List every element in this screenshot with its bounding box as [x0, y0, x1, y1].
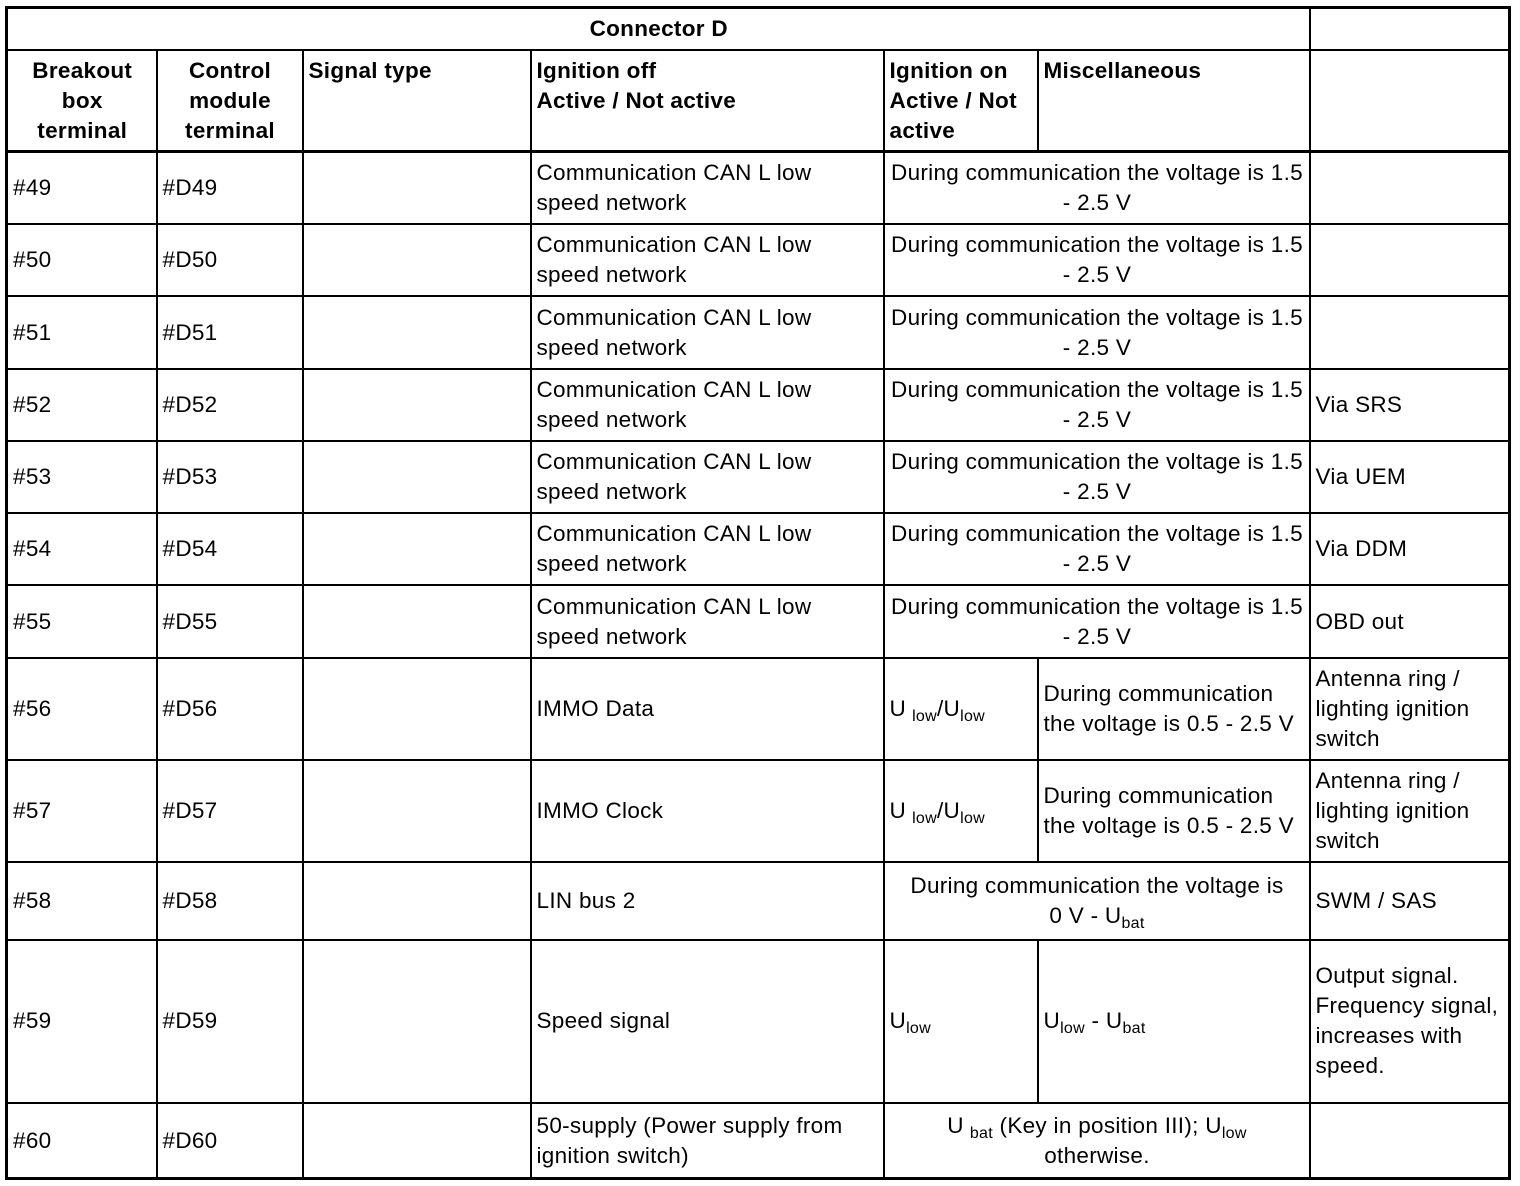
ignition-off-cell: Communication CAN L low speed network: [531, 513, 884, 585]
module-terminal: #D54: [157, 513, 303, 585]
table-row: [7, 940, 1510, 1104]
ignition-on-misc-cell: During communication the voltage is 1.5 - 2.5 V: [884, 513, 1310, 585]
header-ignition-off: Ignition off Active / Not active: [531, 50, 884, 152]
notes-cell: OBD out: [1310, 585, 1510, 657]
ignition-off-cell: Communication CAN L low speed network: [531, 585, 884, 657]
breakout-terminal: #50: [7, 224, 157, 296]
breakout-terminal: #51: [7, 296, 157, 368]
table-row: [7, 760, 1510, 862]
notes-cell: SWM / SAS: [1310, 862, 1510, 939]
ignition-on-misc-cell: During communication the voltage is 1.5 - 2.5 V: [884, 441, 1310, 513]
ignition-on-misc-cell: During communication the voltage is 1.5 - 2.5 V: [884, 369, 1310, 441]
notes-cell: Via UEM: [1310, 441, 1510, 513]
breakout-terminal: #54: [7, 513, 157, 585]
ignition-off-cell: IMMO Data: [531, 658, 884, 760]
header-signal-type: Signal type: [303, 50, 531, 152]
module-terminal: #D50: [157, 224, 303, 296]
table-row: [7, 224, 1510, 296]
signal-type-cell: [303, 296, 531, 368]
ignition-on-misc-cell: During communication the voltage is 1.5 - 2.5 V: [884, 152, 1310, 224]
header-notes-blank: [1310, 50, 1510, 152]
ignition-off-cell: 50-supply (Power supply from ignition switch): [531, 1103, 884, 1178]
ignition-on-misc-cell: During communication the voltage is 1.5 - 2.5 V: [884, 296, 1310, 368]
signal-type-cell: [303, 862, 531, 939]
table-row: [7, 296, 1510, 368]
header-row: [7, 50, 1510, 152]
table-row: [7, 862, 1510, 939]
breakout-terminal: #60: [7, 1103, 157, 1178]
breakout-terminal: #55: [7, 585, 157, 657]
table-title: Connector D: [7, 8, 1310, 50]
module-terminal: #D55: [157, 585, 303, 657]
header-miscellaneous: Miscellaneous: [1038, 50, 1310, 152]
ignition-off-cell: Speed signal: [531, 940, 884, 1104]
table-row: [7, 441, 1510, 513]
ignition-on-cell: $U_{low}$: [884, 940, 1038, 1104]
header-control-module-terminal: Control module terminal: [157, 50, 303, 152]
module-terminal: #D60: [157, 1103, 303, 1178]
breakout-terminal: #52: [7, 369, 157, 441]
breakout-terminal: #53: [7, 441, 157, 513]
notes-cell: Antenna ring / lighting ignition switch: [1310, 658, 1510, 760]
title-row: [7, 8, 1510, 50]
module-terminal: #D57: [157, 760, 303, 862]
table-row: [7, 369, 1510, 441]
signal-type-cell: [303, 760, 531, 862]
miscellaneous-cell: $U_{low} - U_{bat}$: [1038, 940, 1310, 1104]
notes-cell: [1310, 224, 1510, 296]
header-breakout-box-terminal: Breakout box terminal: [7, 50, 157, 152]
table-row: [7, 152, 1510, 224]
ignition-on-misc-cell: U $_{bat}$ (Key in position III); $U_{low}$ otherwise.: [884, 1103, 1310, 1178]
signal-type-cell: [303, 1103, 531, 1178]
notes-cell: Output signal. Frequency signal, increases with speed.: [1310, 940, 1510, 1104]
signal-type-cell: [303, 152, 531, 224]
breakout-terminal: #57: [7, 760, 157, 862]
ignition-on-misc-cell: During communication the voltage is 1.5 - 2.5 V: [884, 224, 1310, 296]
ignition-off-cell: LIN bus 2: [531, 862, 884, 939]
ignition-off-cell: Communication CAN L low speed network: [531, 369, 884, 441]
ignition-off-cell: Communication CAN L low speed network: [531, 441, 884, 513]
ignition-on-cell: U $_{low}/U_{low}$: [884, 658, 1038, 760]
connector-d-table: [5, 6, 1511, 1180]
signal-type-cell: [303, 369, 531, 441]
table-row: [7, 513, 1510, 585]
ignition-on-cell: U $_{low}/U_{low}$: [884, 760, 1038, 862]
ignition-off-cell: IMMO Clock: [531, 760, 884, 862]
breakout-terminal: #49: [7, 152, 157, 224]
table-row: [7, 1103, 1510, 1178]
notes-cell: Antenna ring / lighting ignition switch: [1310, 760, 1510, 862]
module-terminal: #D52: [157, 369, 303, 441]
miscellaneous-cell: During communication the voltage is 0.5 - 2.5 V: [1038, 760, 1310, 862]
title-blank-cell: [1310, 8, 1510, 50]
signal-type-cell: [303, 940, 531, 1104]
ignition-off-cell: Communication CAN L low speed network: [531, 152, 884, 224]
signal-type-cell: [303, 441, 531, 513]
module-terminal: #D53: [157, 441, 303, 513]
signal-type-cell: [303, 513, 531, 585]
signal-type-cell: [303, 224, 531, 296]
breakout-terminal: #58: [7, 862, 157, 939]
table-row: [7, 585, 1510, 657]
signal-type-cell: [303, 658, 531, 760]
ignition-on-misc-cell: During communication the voltage is 0 V - $U_{bat}$: [884, 862, 1310, 939]
ignition-on-misc-cell: During communication the voltage is 1.5 - 2.5 V: [884, 585, 1310, 657]
module-terminal: #D56: [157, 658, 303, 760]
header-ignition-on: Ignition on Active / Not active: [884, 50, 1038, 152]
module-terminal: #D51: [157, 296, 303, 368]
module-terminal: #D59: [157, 940, 303, 1104]
notes-cell: [1310, 296, 1510, 368]
ignition-off-cell: Communication CAN L low speed network: [531, 296, 884, 368]
table-row: [7, 658, 1510, 760]
notes-cell: Via SRS: [1310, 369, 1510, 441]
signal-type-cell: [303, 585, 531, 657]
breakout-terminal: #56: [7, 658, 157, 760]
module-terminal: #D58: [157, 862, 303, 939]
ignition-off-cell: Communication CAN L low speed network: [531, 224, 884, 296]
notes-cell: [1310, 152, 1510, 224]
breakout-terminal: #59: [7, 940, 157, 1104]
miscellaneous-cell: During communication the voltage is 0.5 - 2.5 V: [1038, 658, 1310, 760]
notes-cell: [1310, 1103, 1510, 1178]
module-terminal: #D49: [157, 152, 303, 224]
notes-cell: Via DDM: [1310, 513, 1510, 585]
